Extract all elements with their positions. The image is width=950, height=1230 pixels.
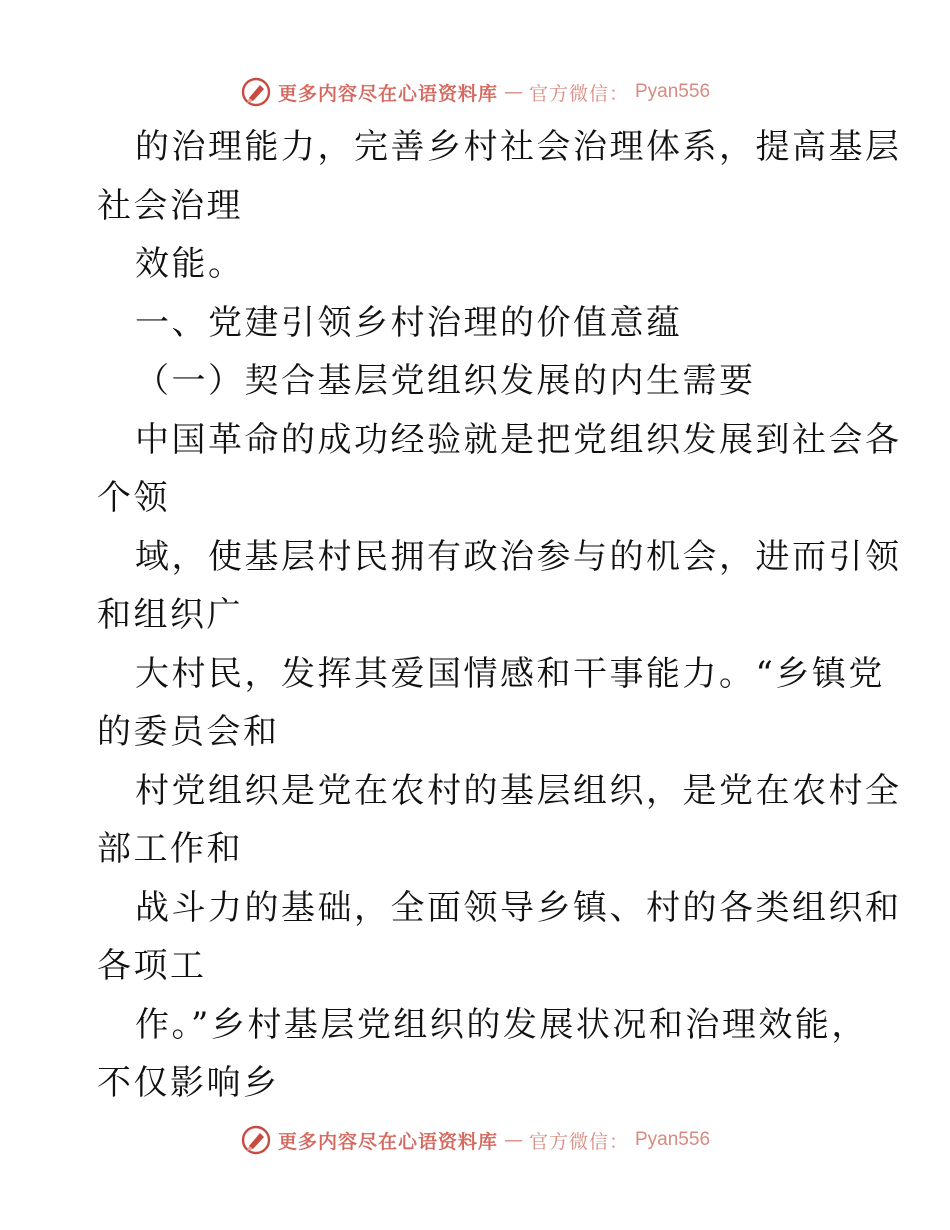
footer-watermark — [0, 1120, 950, 1160]
document-body — [97, 118, 902, 1113]
text-line: 的委员会和 — [97, 712, 280, 752]
watermark-site-text: 更多内容尽在心语资料库 — [277, 82, 498, 105]
watermark-wechat-label: 官方微信： — [528, 82, 629, 105]
text-line: 大村民，发挥其爱国情感和干事能力。“乡镇党 — [135, 653, 885, 694]
text-line: 战斗力的基础，全面领导乡镇、村的各类组织和 — [135, 887, 902, 928]
watermark-wechat-label: 官方微信： — [528, 1130, 629, 1153]
text-line: 域，使基层村民拥有政治参与的机会，进而引领 — [135, 536, 902, 577]
text-line: 社会治理 — [97, 185, 243, 226]
header-watermark — [0, 72, 950, 112]
text-line: 中国革命的成功经验就是把党组织发展到社会各 — [135, 419, 902, 460]
subsection-heading: （一）契合基层党组织发展的内生需要 — [135, 361, 756, 401]
watermark-site-text: 更多内容尽在心语资料库 — [277, 1130, 498, 1153]
text-line: 各项工 — [97, 946, 207, 986]
watermark-dash: — — [503, 1129, 523, 1151]
pen-logo-icon — [240, 76, 272, 108]
watermark-dash: — — [503, 81, 523, 103]
text-line: 部工作和 — [97, 829, 243, 869]
text-line: 作。”乡村基层党组织的发展状况和治理效能， — [135, 1004, 868, 1045]
text-line: 和组织广 — [97, 595, 243, 635]
text-line: 效能。 — [135, 244, 245, 284]
text-line: 村党组织是党在农村的基层组织，是党在农村全 — [135, 770, 902, 811]
watermark-wechat-id: Pyan556 — [635, 1129, 711, 1150]
pen-logo-icon — [240, 1124, 272, 1156]
text-line: 不仅影响乡 — [97, 1063, 280, 1103]
section-heading: 一、党建引领乡村治理的价值意蕴 — [135, 302, 683, 343]
watermark-wechat-id: Pyan556 — [635, 81, 711, 102]
text-line: 个领 — [97, 478, 170, 518]
text-line: 的治理能力，完善乡村社会治理体系，提高基层 — [135, 127, 902, 167]
